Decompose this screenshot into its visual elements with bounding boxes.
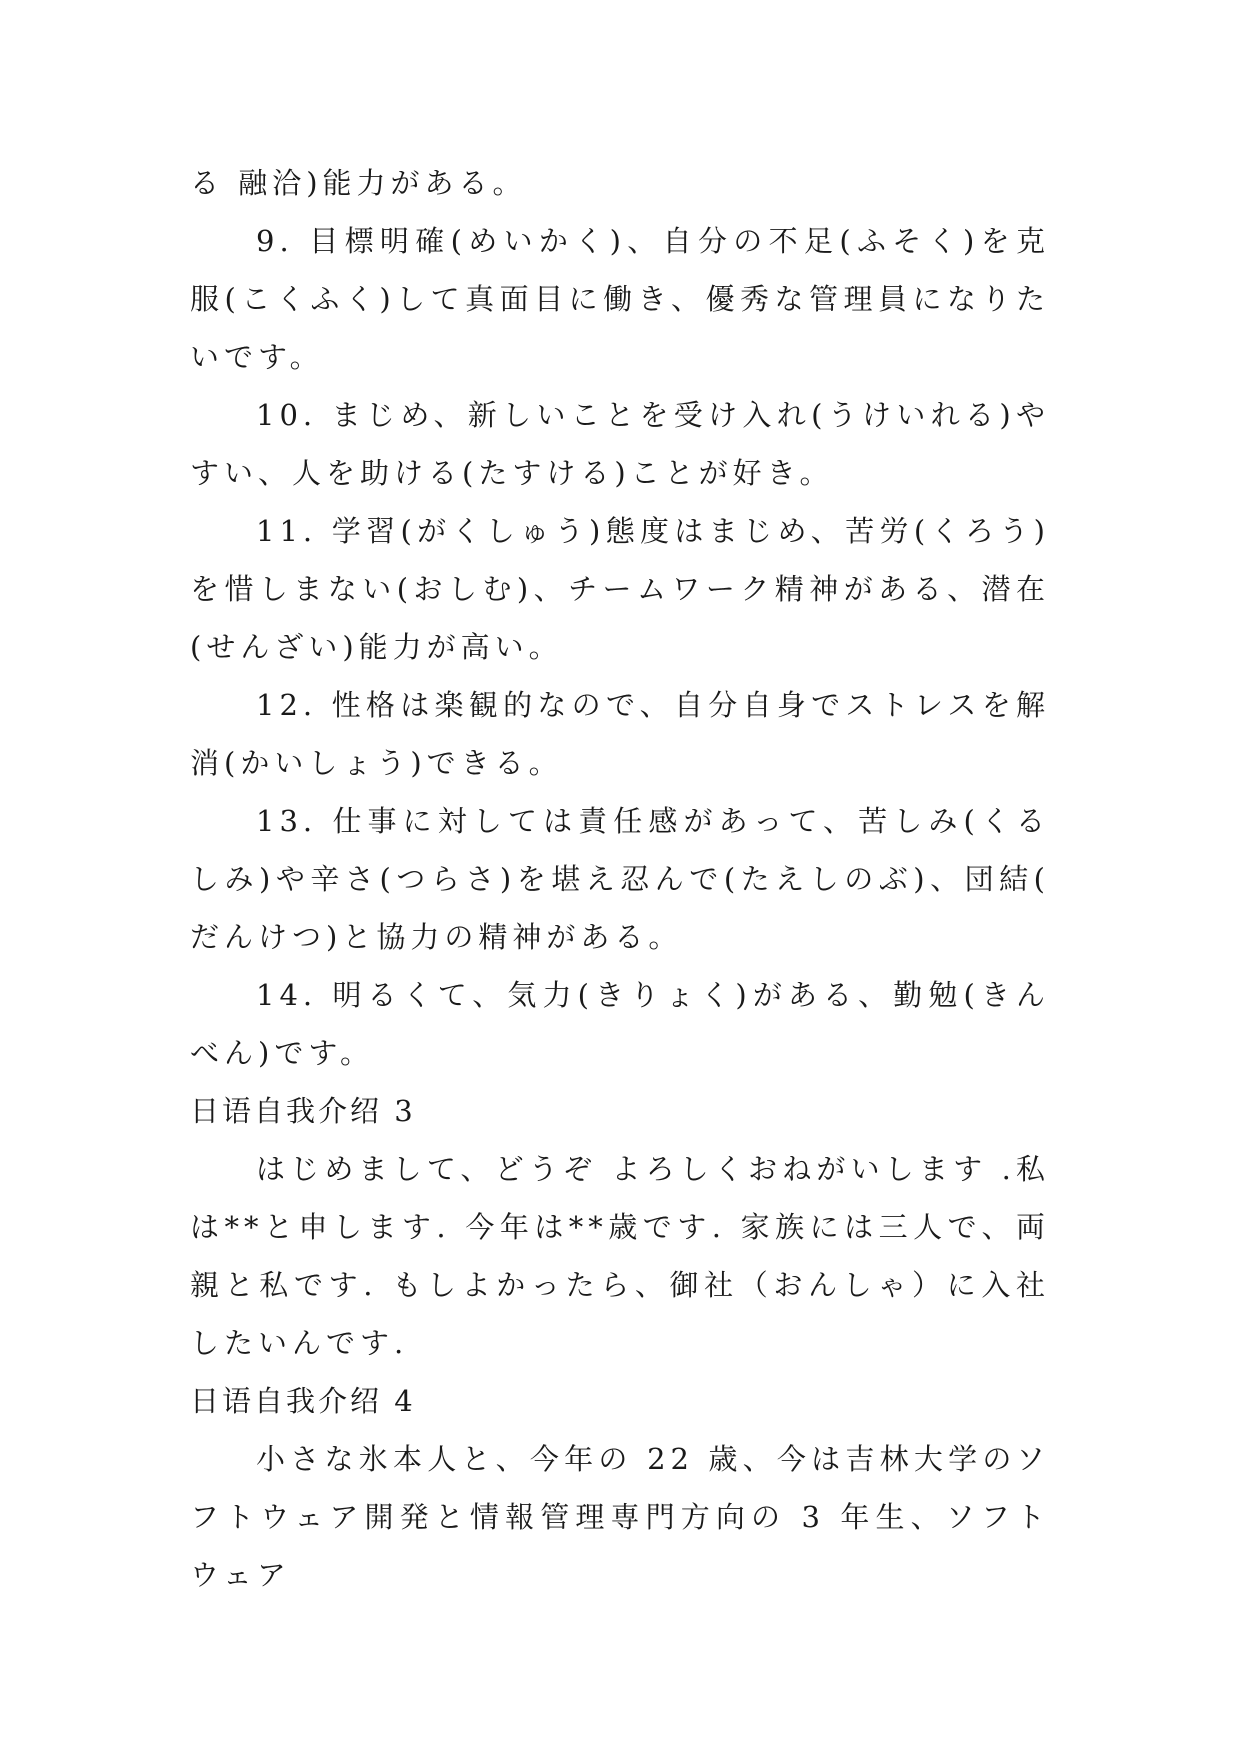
paragraph-item-14: 14. 明るくて、気力(きりょく)がある、勤勉(きんべん)です。: [190, 978, 1050, 1070]
document-body: [190, 154, 1050, 1604]
paragraph-item-9: 9. 目標明確(めいかく)、自分の不足(ふそく)を克服(こくふく)して真面目に働き、優秀な管理員になりたいです。: [190, 224, 1050, 374]
paragraph-item-12: 12. 性格は楽観的なので、自分自身でストレスを解消(かいしょう)できる。: [190, 688, 1050, 780]
section-heading-3: 日语自我介绍 3: [190, 1094, 416, 1128]
paragraph-item-11: 11. 学習(がくしゅう)態度はまじめ、苦労(くろう)を惜しまない(おしむ)、チームワーク精神がある、潜在(せんざい)能力が高い。: [190, 514, 1050, 664]
paragraph-item-13: 13. 仕事に対しては責任感があって、苦しみ(くるしみ)や辛さ(つらさ)を堪え忍んで(たえしのぶ)、団結(だんけつ)と協力の精神がある。: [190, 804, 1050, 954]
section-heading-4: 日语自我介绍 4: [190, 1384, 416, 1418]
paragraph-continuation: る 融洽)能力がある。: [190, 166, 527, 200]
paragraph-intro-3: はじめまして、どうぞ よろしくおねがいします .私は**と申します. 今年は**歳です. 家族には三人で、両親と私です. もしよかったら、御社（おんしゃ）に入社したいんです.: [190, 1152, 1050, 1360]
paragraph-intro-4: 小さな氷本人と、今年の 22 歳、今は吉林大学のソフトウェア開発と情報管理専門方向の 3 年生、ソフトウェア: [190, 1442, 1050, 1592]
paragraph-item-10: 10. まじめ、新しいことを受け入れ(うけいれる)やすい、人を助ける(たすける)ことが好き。: [190, 398, 1050, 490]
